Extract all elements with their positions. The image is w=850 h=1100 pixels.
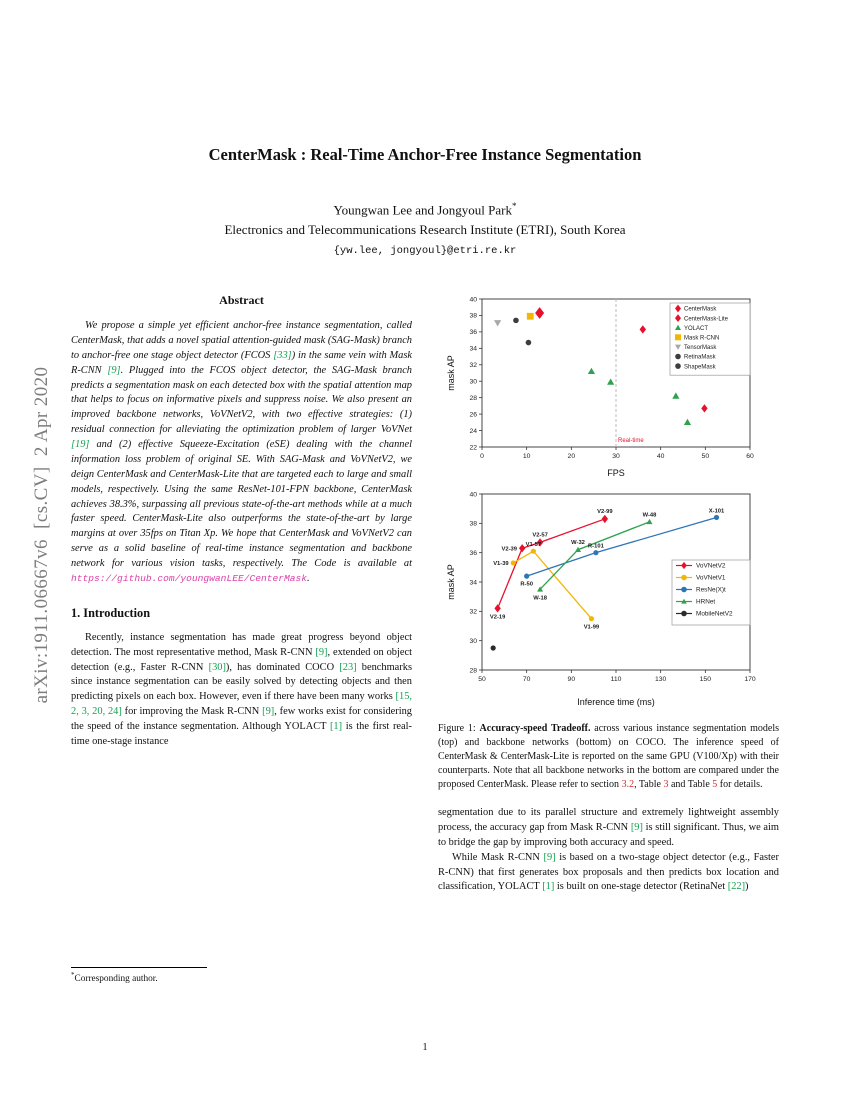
body-paragraph-2 <box>438 851 779 896</box>
svg-text:VoVNetV1: VoVNetV1 <box>696 574 726 582</box>
citation-link[interactable]: [9] <box>315 646 328 658</box>
svg-text:Inference time (ms): Inference time (ms) <box>577 697 655 707</box>
citation-link[interactable]: [23] <box>339 661 357 673</box>
url-link[interactable]: https://github.com/youngwanLEE/CenterMask <box>71 572 308 584</box>
svg-text:ShapeMask: ShapeMask <box>684 364 716 371</box>
svg-text:W-48: W-48 <box>642 512 657 519</box>
svg-text:90: 90 <box>567 676 576 683</box>
svg-text:HRNet: HRNet <box>696 598 716 606</box>
svg-text:34: 34 <box>469 345 477 353</box>
citation-link[interactable]: [30] <box>208 661 226 673</box>
left-column <box>71 293 412 750</box>
svg-text:V2-39: V2-39 <box>501 546 517 553</box>
svg-text:32: 32 <box>469 608 477 616</box>
svg-text:V2-99: V2-99 <box>597 509 613 516</box>
figure1-caption <box>438 722 779 792</box>
svg-text:W-32: W-32 <box>571 540 585 547</box>
svg-text:32: 32 <box>469 362 477 370</box>
svg-text:24: 24 <box>469 427 477 435</box>
svg-text:CenterMask: CenterMask <box>684 306 717 313</box>
figure1-bottom-chart <box>444 486 779 713</box>
text-segment: While Mask R-CNN <box>452 851 544 863</box>
svg-text:VoVNetV2: VoVNetV2 <box>696 562 726 570</box>
svg-text:30: 30 <box>469 378 477 386</box>
introduction-heading: 1. Introduction <box>71 605 151 620</box>
abstract-heading: Abstract <box>219 293 264 307</box>
text-segment: is the first real-time one-stage instance <box>71 721 412 747</box>
email-line: {yw.lee, jongyoul}@etri.re.kr <box>333 245 517 257</box>
svg-text:YOLACT: YOLACT <box>684 325 709 332</box>
paper-title: CenterMask : Real-Time Anchor-Free Instance Segmentation <box>208 145 642 164</box>
footnote-text: Corresponding author. <box>74 974 158 985</box>
bold-text: Accuracy-speed Tradeoff. <box>479 723 591 734</box>
citation-link[interactable]: [1] <box>542 881 555 893</box>
text-segment: benchmarks since instance segmentation can be easily solved by detecting objects and then predicting pixels on each box. However, even if there have been many works <box>71 661 412 703</box>
svg-text:130: 130 <box>654 676 667 683</box>
svg-text:R-50: R-50 <box>520 581 533 588</box>
text-segment: ), has dominated COCO <box>225 661 340 673</box>
citation-link[interactable]: [9] <box>262 706 275 718</box>
section-ref-link[interactable]: 3 <box>663 779 669 790</box>
svg-text:40: 40 <box>469 491 477 499</box>
text-segment: . Plugged into the FCOS object detector, the SAG-Mask branch predicts a segmentation mask on each detected box with the spatial attention map that helps to focus on informative pixels and suppress noise. We also present an improved backbone networks, VoVNetV2, with two effective strategies: (1) residual connection for alleviating the optimization problem of larger VoVNet <box>71 364 412 436</box>
svg-text:60: 60 <box>746 453 754 460</box>
svg-text:FPS: FPS <box>607 468 625 478</box>
section-ref-link[interactable]: 5 <box>712 779 718 790</box>
svg-text:V2-19: V2-19 <box>489 614 506 621</box>
citation-link[interactable]: [9] <box>107 364 121 376</box>
introduction-text <box>71 631 412 750</box>
text-segment: is still significant. Thus, we aim to bridge the gap by improving both accuracy and speed. <box>438 821 779 848</box>
section-ref-link[interactable]: 3.2 <box>621 779 635 790</box>
svg-text:V2-57: V2-57 <box>532 532 548 539</box>
svg-text:mask AP: mask AP <box>446 564 456 600</box>
svg-text:V1-99: V1-99 <box>583 624 600 631</box>
svg-text:W-18: W-18 <box>533 595 547 602</box>
svg-text:40: 40 <box>469 296 477 304</box>
svg-text:CenterMask-Lite: CenterMask-Lite <box>684 316 729 323</box>
svg-text:V1-39: V1-39 <box>493 560 509 567</box>
svg-text:TensorMask: TensorMask <box>684 345 717 352</box>
svg-text:50: 50 <box>701 453 710 460</box>
corresponding-author-mark: * <box>512 201 517 211</box>
svg-text:70: 70 <box>522 676 531 683</box>
text-segment: , extended on object detection (e.g., Faster R-CNN <box>71 646 412 673</box>
svg-text:40: 40 <box>656 453 665 460</box>
body-paragraph-1 <box>438 806 779 851</box>
svg-text:20: 20 <box>567 453 576 460</box>
citation-link[interactable]: [9] <box>543 851 556 863</box>
text-segment: , Table <box>634 779 664 790</box>
svg-text:0: 0 <box>480 453 484 460</box>
svg-text:36: 36 <box>469 549 477 557</box>
svg-text:10: 10 <box>522 453 531 460</box>
svg-text:30: 30 <box>469 637 477 645</box>
text-segment: is built on one-stage detector (RetinaNet <box>554 881 728 893</box>
svg-text:170: 170 <box>744 676 756 683</box>
text-segment: segmentation due to its parallel structure and extremely lightweight assembly process, the accuracy gap from Mask R-CNN <box>438 807 779 833</box>
text-segment: is based on a two-stage object detector (e.g., Faster R-CNN) that first generates box proposals and then predicts box location and classification, YOLACT <box>438 851 779 893</box>
abstract-text <box>71 319 412 587</box>
text-segment: Figure 1: <box>438 723 480 734</box>
arxiv-watermark: arXiv:1911.06667v6 [cs.CV] 2 Apr 2020 <box>31 366 52 704</box>
svg-text:28: 28 <box>469 667 477 675</box>
text-segment: ) in the same vein with Mask R-CNN <box>71 349 413 376</box>
text-segment: and (2) effective Squeeze-Excitation (eSE) dealing with the channel information loss problem of original SE. With SAG-Mask and VoVNetV2, we deign CenterMask and CenterMask-Lite that are targeted each to large and small models, respectively. Using the same ResNet-101-FPN backbone, CenterMask achieves 38.3%, surpassing all previous state-of-the-art methods while at a much faster speed. CenterMask-Lite also outperforms the state-of-the-art by large margins at over 35fps on Titan Xp. We hope that CenterMask and VoVNetV2 can serve as a solid baseline of real-time instance segmentation and backbone network for various vision tasks, respectively. The Code is available at <box>71 439 412 569</box>
svg-text:26: 26 <box>469 411 477 419</box>
svg-text:38: 38 <box>469 312 477 320</box>
svg-text:38: 38 <box>469 520 477 528</box>
citation-link[interactable]: [33] <box>273 349 292 361</box>
text-segment: and Table <box>668 779 713 790</box>
footnote-rule <box>71 967 207 968</box>
svg-text:30: 30 <box>612 453 620 460</box>
svg-text:V1-57: V1-57 <box>525 542 542 549</box>
citation-link[interactable]: [15, 2, 3, 20, 24] <box>71 691 412 718</box>
svg-text:22: 22 <box>469 444 477 452</box>
svg-text:MobileNetV2: MobileNetV2 <box>696 610 733 618</box>
svg-text:R-101: R-101 <box>588 543 604 550</box>
svg-text:RetinaMask: RetinaMask <box>684 354 716 361</box>
svg-text:34: 34 <box>469 579 477 587</box>
svg-text:36: 36 <box>469 329 477 337</box>
affiliation: Electronics and Telecommunications Research Institute (ETRI), South Korea <box>224 222 626 237</box>
text-segment: for details. <box>717 779 763 790</box>
right-column <box>438 293 779 895</box>
authors-line <box>0 201 850 218</box>
svg-text:50: 50 <box>478 676 486 683</box>
svg-text:150: 150 <box>699 676 712 683</box>
svg-text:ResNe(X)t: ResNe(X)t <box>696 586 726 594</box>
page-number: 1 <box>422 1042 428 1053</box>
svg-text:110: 110 <box>610 676 622 683</box>
svg-text:Real-time: Real-time <box>618 438 644 444</box>
svg-text:28: 28 <box>469 394 477 402</box>
text-segment: for improving the Mask R-CNN <box>121 706 263 718</box>
text-segment: ) <box>745 881 749 893</box>
text-segment: , few works exist for considering the speed of the instance segmentation. Although YOLACT <box>71 706 412 732</box>
text-segment: Recently, instance segmentation has made great progress beyond object detection. The most representative method, Mask R-CNN <box>71 631 412 658</box>
citation-link[interactable]: [22] <box>727 881 746 893</box>
svg-text:X-101: X-101 <box>708 508 725 515</box>
authors-names: Youngwan Lee and Jongyoul Park <box>333 202 512 218</box>
svg-text:Mask R-CNN: Mask R-CNN <box>684 335 720 342</box>
footnote <box>71 967 412 984</box>
text-segment: . <box>307 572 310 584</box>
citation-link[interactable]: [19] <box>71 439 90 450</box>
figure1-top-chart <box>444 293 779 484</box>
svg-text:mask AP: mask AP <box>446 355 456 391</box>
text-segment: We propose a simple yet efficient anchor-free instance segmentation, called CenterMask, that adds a novel spatial attention-guided mask (SAG-Mask) branch to anchor-free one stage object detector (FCOS <box>71 320 412 361</box>
citation-link[interactable]: [9] <box>630 821 643 833</box>
footnote-mark: * <box>71 971 75 979</box>
citation-link[interactable]: [1] <box>329 721 343 732</box>
text-segment: across various instance segmentation models (top) and backbone networks (bottom) on COCO. The inference speed of CenterMask & CenterMask-Lite is reported on the same GPU (V100/Xp) with their counterparts. Note that all backbone networks in the bottom are compared under the proposed CenterMask. Please refer to section <box>438 723 780 790</box>
